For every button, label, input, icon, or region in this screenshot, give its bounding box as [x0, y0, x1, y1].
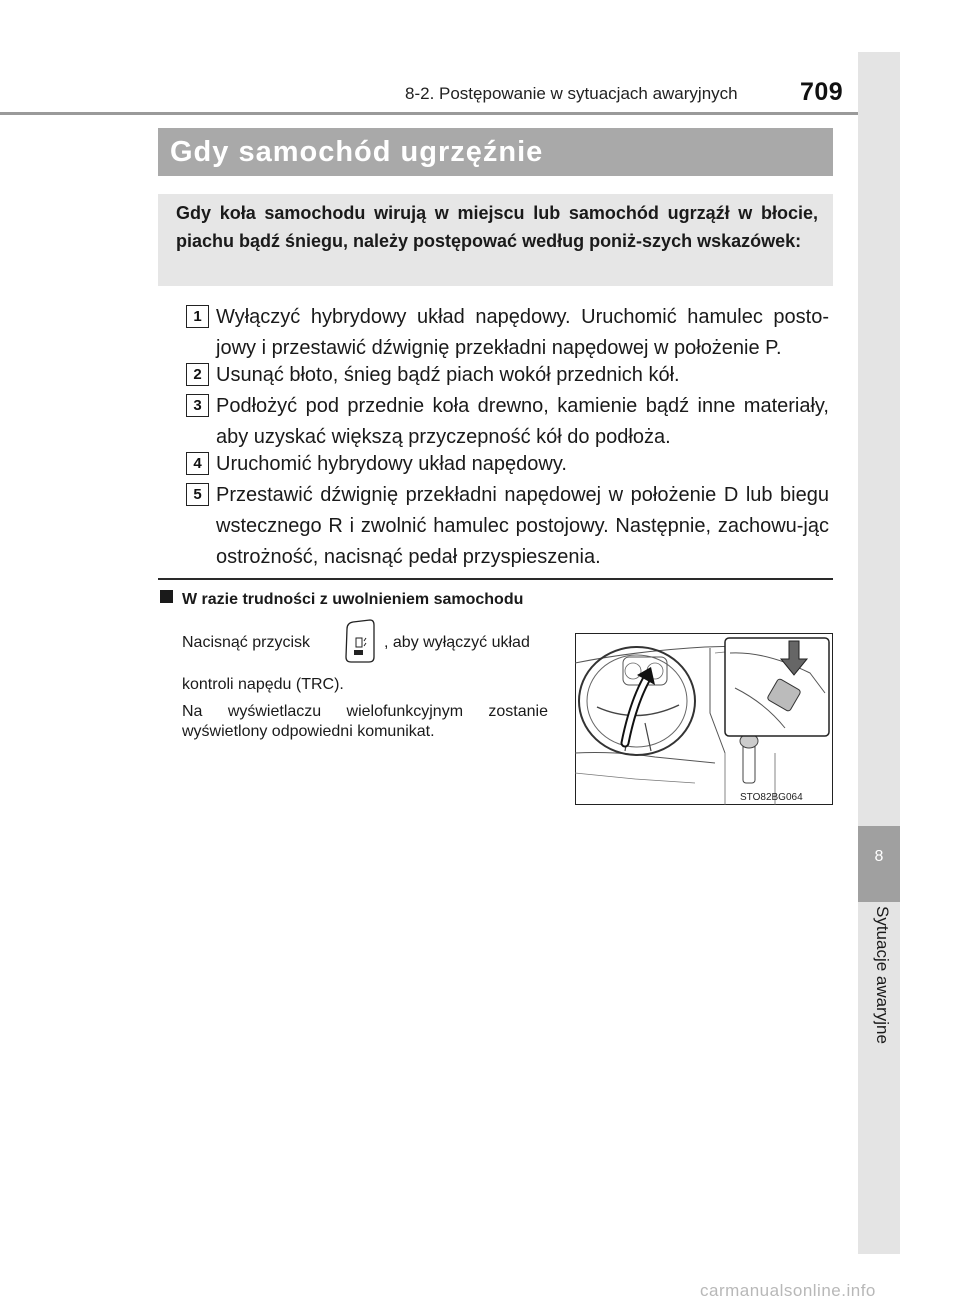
subsection-text: Nacisnąć przycisk [182, 634, 311, 651]
step-badge: 5 [186, 483, 209, 506]
step-text: Podłożyć pod przednie koła drewno, kamienie bądź inne materiały, aby uzyskać większą przyczepność kół do podłoża. [216, 395, 829, 448]
illustration-code: STO82BG064 [740, 792, 803, 803]
chapter-label: Sytuacje awaryjne [873, 906, 892, 1044]
header-section-title: 8-2. Postępowanie w sytuacjach awaryjnych [405, 84, 738, 103]
step-text: Wyłączyć hybrydowy układ napędowy. Uruchomić hamulec posto-jowy i przestawić dźwignię przekładni napędowej w położenie P. [216, 306, 829, 359]
subsection-text: , aby wyłączyć układ [384, 634, 530, 651]
page-number: 709 [800, 78, 844, 106]
trc-off-button-icon [341, 619, 376, 663]
watermark: carmanualsonline.info [700, 1281, 876, 1300]
step-badge: 2 [186, 363, 209, 386]
step-badge: 1 [186, 305, 209, 328]
dashboard-illustration [575, 633, 833, 805]
subsection-text: kontroli napędu (TRC). [182, 676, 344, 693]
step-text: Uruchomić hybrydowy układ napędowy. [216, 453, 567, 475]
intro-text: Gdy koła samochodu wirują w miejscu lub samochód ugrząźł w błocie, piachu bądź śniegu, należy postępować według poniż-szych wskazówek: [176, 203, 818, 251]
subsection-title: W razie trudności z uwolnieniem samochodu [182, 591, 524, 608]
page-title: Gdy samochód ugrzęźnie [170, 136, 544, 168]
step-badge: 4 [186, 452, 209, 475]
header-rule [0, 112, 860, 115]
chapter-number: 8 [874, 848, 884, 865]
step-text: Usunąć błoto, śnieg bądź piach wokół przednich kół. [216, 364, 680, 386]
section-divider [158, 578, 833, 580]
square-bullet-icon [160, 590, 173, 603]
subsection-text: Na wyświetlaczu wielofunkcyjnym zostanie wyświetlony odpowiedni komunikat. [182, 703, 548, 740]
step-badge: 3 [186, 394, 209, 417]
step-text: Przestawić dźwignię przekładni napędowej w położenie D lub biegu wstecznego R i zwolnić hamulec postojowy. Następnie, zachowu-jąc ostrożność, nacisnąć pedał przyspieszenia. [216, 484, 829, 568]
